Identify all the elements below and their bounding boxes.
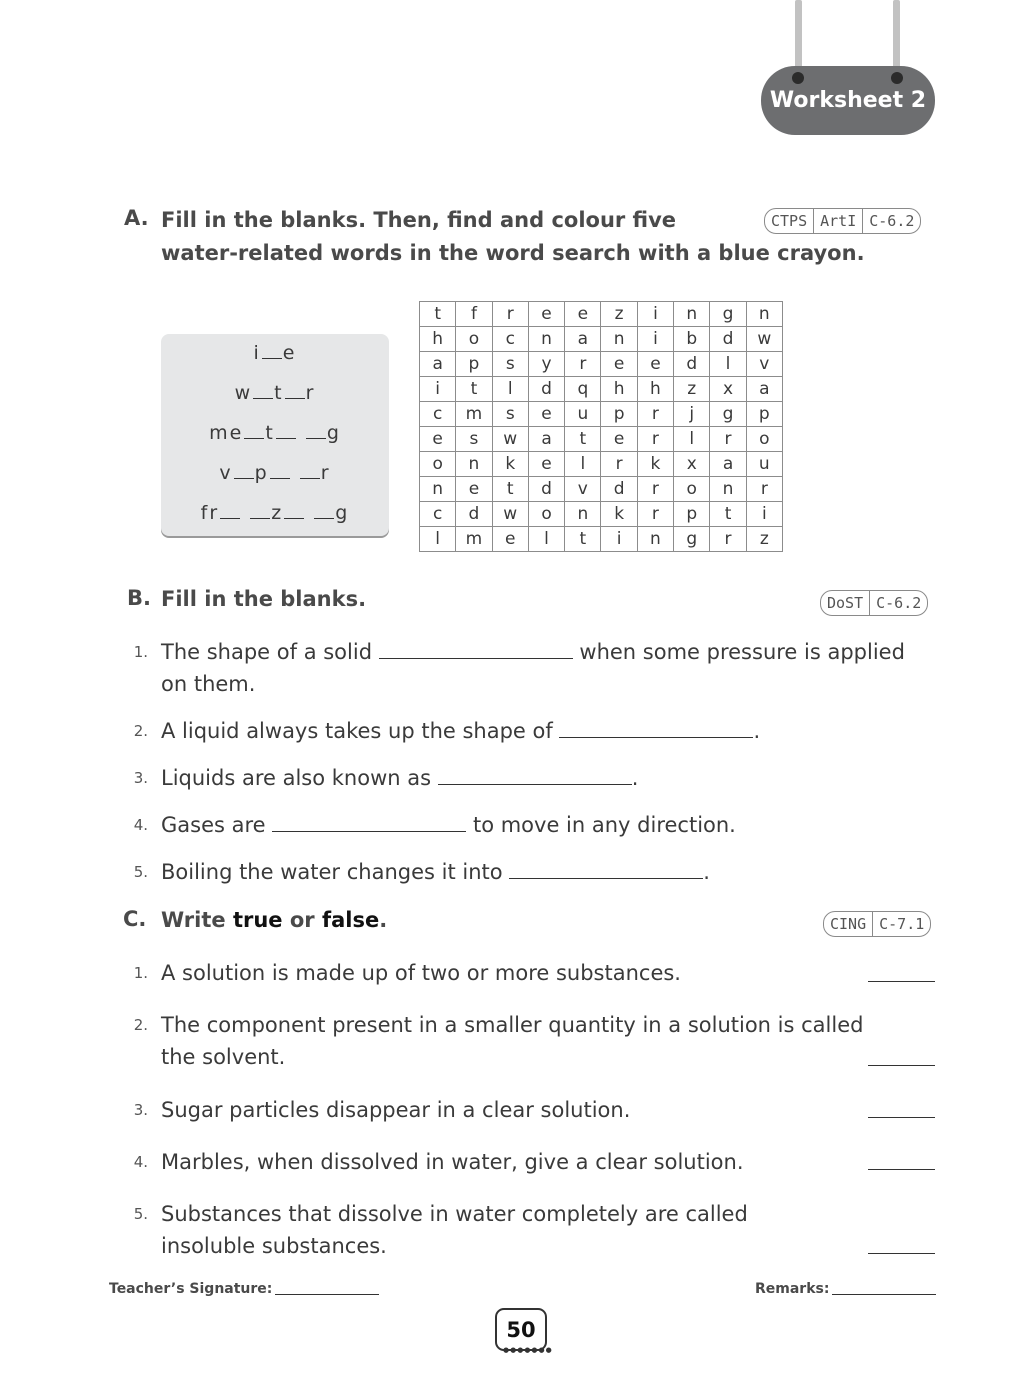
fill-blank-question-4: Gases are to move in any direction.	[161, 813, 736, 837]
true-false-question-1: A solution is made up of two or more substances.	[161, 961, 681, 985]
grid-letter-cell[interactable]: k	[637, 452, 673, 477]
section-b-letter: B.	[127, 586, 151, 610]
blank[interactable]	[244, 422, 264, 439]
fill-blank-question-2: A liquid always takes up the shape of .	[161, 719, 761, 743]
grid-letter-cell[interactable]: n	[601, 327, 637, 352]
grid-letter-cell[interactable]: o	[456, 327, 492, 352]
section-b-skill-codes	[820, 590, 928, 616]
grid-letter-cell[interactable]: n	[456, 452, 492, 477]
grid-letter-cell[interactable]: r	[710, 527, 746, 552]
hint-word-1: i e	[253, 342, 297, 364]
grid-letter-cell[interactable]: c	[420, 502, 456, 527]
answer-line[interactable]	[868, 1169, 935, 1170]
grid-row	[420, 427, 783, 452]
grid-letter-cell[interactable]: v	[565, 477, 601, 502]
grid-letter-cell[interactable]: m	[456, 527, 492, 552]
grid-row	[420, 502, 783, 527]
grid-letter-cell[interactable]: h	[601, 377, 637, 402]
grid-letter-cell[interactable]: e	[601, 352, 637, 377]
grid-letter-cell[interactable]: t	[565, 427, 601, 452]
grid-letter-cell[interactable]: l	[565, 452, 601, 477]
question-number: 1.	[133, 964, 148, 982]
section-a-letter: A.	[124, 206, 149, 230]
section-a-instruction-line2: water-related words in the word search with a blue crayon.	[161, 241, 865, 265]
grid-row	[420, 402, 783, 427]
remarks-line[interactable]	[832, 1294, 936, 1295]
answer-line[interactable]	[868, 1253, 935, 1254]
tag-hole-right	[891, 72, 903, 84]
grid-letter-cell[interactable]: y	[528, 352, 564, 377]
grid-letter-cell[interactable]: n	[746, 302, 782, 327]
grid-letter-cell[interactable]: i	[637, 327, 673, 352]
grid-letter-cell[interactable]: o	[528, 502, 564, 527]
grid-letter-cell[interactable]: i	[420, 377, 456, 402]
skill-code: C-7.1	[872, 912, 930, 936]
grid-letter-cell[interactable]: l	[492, 377, 528, 402]
fill-blank-question-3: Liquids are also known as .	[161, 766, 639, 790]
question-number: 3.	[133, 769, 148, 787]
grid-letter-cell[interactable]: t	[710, 502, 746, 527]
page-number: 50	[506, 1317, 536, 1342]
grid-letter-cell[interactable]: o	[420, 452, 456, 477]
grid-letter-cell[interactable]: l	[674, 427, 710, 452]
grid-letter-cell[interactable]: d	[710, 327, 746, 352]
worksheet-tag	[761, 66, 935, 135]
grid-letter-cell[interactable]: v	[746, 352, 782, 377]
grid-letter-cell[interactable]: s	[492, 402, 528, 427]
grid-letter-cell[interactable]: s	[492, 352, 528, 377]
grid-letter-cell[interactable]: n	[420, 477, 456, 502]
grid-letter-cell[interactable]: e	[565, 302, 601, 327]
remarks-label: Remarks:	[755, 1281, 830, 1297]
grid-letter-cell[interactable]: z	[601, 302, 637, 327]
blank[interactable]	[253, 382, 273, 399]
hint-word-2: w t r	[234, 382, 316, 404]
word-search-grid	[419, 301, 783, 552]
grid-letter-cell[interactable]: t	[565, 527, 601, 552]
question-number: 3.	[133, 1101, 148, 1119]
grid-letter-cell[interactable]: o	[674, 477, 710, 502]
grid-letter-cell[interactable]: e	[601, 427, 637, 452]
hint-word-5: fr z g	[200, 502, 350, 524]
grid-letter-cell[interactable]: l	[710, 352, 746, 377]
hint-word-3: me t g	[209, 422, 341, 444]
fill-blank-question-5: Boiling the water changes it into .	[161, 860, 710, 884]
grid-letter-cell[interactable]: o	[746, 427, 782, 452]
grid-letter-cell[interactable]: h	[637, 377, 673, 402]
word-hints-box	[161, 334, 389, 536]
grid-letter-cell[interactable]: i	[637, 302, 673, 327]
blank[interactable]	[276, 422, 296, 439]
grid-letter-cell[interactable]: e	[528, 302, 564, 327]
worksheet-label: Worksheet 2	[769, 88, 927, 113]
grid-letter-cell[interactable]: t	[492, 477, 528, 502]
blank[interactable]	[270, 462, 290, 479]
section-c-letter: C.	[123, 907, 147, 931]
grid-letter-cell[interactable]: x	[674, 452, 710, 477]
teacher-signature-line[interactable]	[275, 1294, 379, 1295]
grid-letter-cell[interactable]: a	[565, 327, 601, 352]
question-number: 5.	[133, 1205, 148, 1223]
true-false-question-3: Sugar particles disappear in a clear solution.	[161, 1098, 631, 1122]
grid-row	[420, 527, 783, 552]
blank[interactable]	[306, 422, 326, 439]
grid-letter-cell[interactable]: d	[674, 352, 710, 377]
grid-letter-cell[interactable]: f	[456, 302, 492, 327]
grid-letter-cell[interactable]: z	[746, 527, 782, 552]
grid-row	[420, 327, 783, 352]
true-false-question-5: Substances that dissolve in water completely are called	[161, 1202, 748, 1226]
grid-letter-cell[interactable]: e	[492, 527, 528, 552]
grid-letter-cell[interactable]: k	[492, 452, 528, 477]
section-c-skill-codes	[823, 911, 931, 937]
grid-letter-cell[interactable]: c	[492, 327, 528, 352]
grid-letter-cell[interactable]: g	[674, 527, 710, 552]
blank[interactable]	[220, 502, 240, 519]
answer-line[interactable]	[868, 1065, 935, 1066]
grid-letter-cell[interactable]: r	[637, 427, 673, 452]
grid-letter-cell[interactable]: r	[637, 477, 673, 502]
question-number: 2.	[133, 1016, 148, 1034]
answer-line[interactable]	[868, 981, 935, 982]
grid-letter-cell[interactable]: g	[710, 302, 746, 327]
grid-letter-cell[interactable]: k	[601, 502, 637, 527]
grid-letter-cell[interactable]: r	[492, 302, 528, 327]
grid-letter-cell[interactable]: n	[565, 502, 601, 527]
answer-blank[interactable]	[379, 638, 573, 659]
answer-blank[interactable]	[509, 858, 703, 879]
grid-letter-cell[interactable]: q	[565, 377, 601, 402]
grid-letter-cell[interactable]: e	[456, 477, 492, 502]
badge-dots-decoration: ●●●●●●●	[503, 1346, 553, 1354]
skill-code: C-6.2	[862, 209, 920, 233]
grid-letter-cell[interactable]: r	[637, 402, 673, 427]
grid-letter-cell[interactable]: r	[565, 352, 601, 377]
grid-letter-cell[interactable]: w	[746, 327, 782, 352]
grid-letter-cell[interactable]: e	[528, 452, 564, 477]
skill-code: C-6.2	[869, 591, 927, 615]
section-a-skill-codes	[764, 208, 921, 234]
grid-letter-cell[interactable]: p	[456, 352, 492, 377]
grid-letter-cell[interactable]: p	[746, 402, 782, 427]
true-false-question-2-line2: the solvent.	[161, 1045, 286, 1069]
grid-letter-cell[interactable]: z	[674, 377, 710, 402]
answer-blank[interactable]	[272, 811, 466, 832]
grid-letter-cell[interactable]: e	[637, 352, 673, 377]
tag-hole-left	[792, 72, 804, 84]
question-number: 1.	[133, 643, 148, 661]
skill-code: DoST	[827, 594, 864, 612]
grid-letter-cell[interactable]: a	[710, 452, 746, 477]
grid-row	[420, 477, 783, 502]
grid-letter-cell[interactable]: a	[420, 352, 456, 377]
grid-letter-cell[interactable]: p	[674, 502, 710, 527]
grid-row	[420, 352, 783, 377]
grid-letter-cell[interactable]: r	[637, 502, 673, 527]
grid-letter-cell[interactable]: r	[710, 427, 746, 452]
grid-letter-cell[interactable]: p	[601, 402, 637, 427]
skill-code: CTPS	[771, 212, 808, 230]
blank[interactable]	[234, 462, 254, 479]
grid-letter-cell[interactable]: i	[746, 502, 782, 527]
answer-blank[interactable]	[438, 764, 632, 785]
grid-letter-cell[interactable]: d	[528, 377, 564, 402]
fill-blank-question-1: The shape of a solid when some pressure is applied	[161, 640, 905, 664]
true-false-question-4: Marbles, when dissolved in water, give a clear solution.	[161, 1150, 744, 1174]
section-b-title: Fill in the blanks.	[161, 587, 367, 611]
blank[interactable]	[285, 382, 305, 399]
question-number: 2.	[133, 722, 148, 740]
grid-letter-cell[interactable]: t	[456, 377, 492, 402]
fill-blank-question-1-line2: on them.	[161, 672, 256, 696]
true-false-question-5-line2: insoluble substances.	[161, 1234, 387, 1258]
grid-letter-cell[interactable]: h	[420, 327, 456, 352]
grid-letter-cell[interactable]: d	[528, 477, 564, 502]
grid-letter-cell[interactable]: r	[746, 477, 782, 502]
grid-letter-cell[interactable]: l	[528, 527, 564, 552]
grid-letter-cell[interactable]: s	[456, 427, 492, 452]
grid-letter-cell[interactable]: n	[674, 302, 710, 327]
hint-word-4: v p r	[219, 462, 331, 484]
grid-row	[420, 377, 783, 402]
grid-letter-cell[interactable]: n	[637, 527, 673, 552]
grid-letter-cell[interactable]: i	[601, 527, 637, 552]
blank[interactable]	[284, 502, 304, 519]
grid-letter-cell[interactable]: u	[565, 402, 601, 427]
answer-blank[interactable]	[559, 717, 753, 738]
grid-letter-cell[interactable]: j	[674, 402, 710, 427]
grid-letter-cell[interactable]: c	[420, 402, 456, 427]
grid-letter-cell[interactable]: e	[528, 402, 564, 427]
skill-code: CING	[830, 915, 867, 933]
grid-letter-cell[interactable]: a	[746, 377, 782, 402]
section-a-instruction-line1: Fill in the blanks. Then, find and colour five	[161, 208, 677, 232]
grid-letter-cell[interactable]: d	[601, 477, 637, 502]
true-false-question-2: The component present in a smaller quantity in a solution is called	[161, 1013, 864, 1037]
blank[interactable]	[262, 342, 282, 359]
grid-letter-cell[interactable]: e	[420, 427, 456, 452]
teacher-signature-label: Teacher’s Signature:	[109, 1281, 273, 1297]
grid-letter-cell[interactable]: w	[492, 427, 528, 452]
grid-letter-cell[interactable]: u	[746, 452, 782, 477]
blank[interactable]	[250, 502, 270, 519]
question-number: 5.	[133, 863, 148, 881]
grid-letter-cell[interactable]: t	[420, 302, 456, 327]
grid-letter-cell[interactable]: w	[492, 502, 528, 527]
blank[interactable]	[314, 502, 334, 519]
section-c-title: Write true or false.	[161, 908, 388, 932]
grid-letter-cell[interactable]: g	[710, 402, 746, 427]
grid-letter-cell[interactable]: m	[456, 402, 492, 427]
grid-letter-cell[interactable]: d	[456, 502, 492, 527]
grid-row	[420, 452, 783, 477]
question-number: 4.	[133, 1153, 148, 1171]
grid-letter-cell[interactable]: n	[710, 477, 746, 502]
question-number: 4.	[133, 816, 148, 834]
page-number-badge	[495, 1308, 547, 1351]
blank[interactable]	[300, 462, 320, 479]
grid-letter-cell[interactable]: x	[710, 377, 746, 402]
grid-letter-cell[interactable]: r	[601, 452, 637, 477]
grid-letter-cell[interactable]: l	[420, 527, 456, 552]
grid-letter-cell[interactable]: b	[674, 327, 710, 352]
grid-letter-cell[interactable]: n	[528, 327, 564, 352]
answer-line[interactable]	[868, 1117, 935, 1118]
grid-letter-cell[interactable]: a	[528, 427, 564, 452]
grid-row	[420, 302, 783, 327]
skill-code: ArtI	[813, 209, 862, 233]
